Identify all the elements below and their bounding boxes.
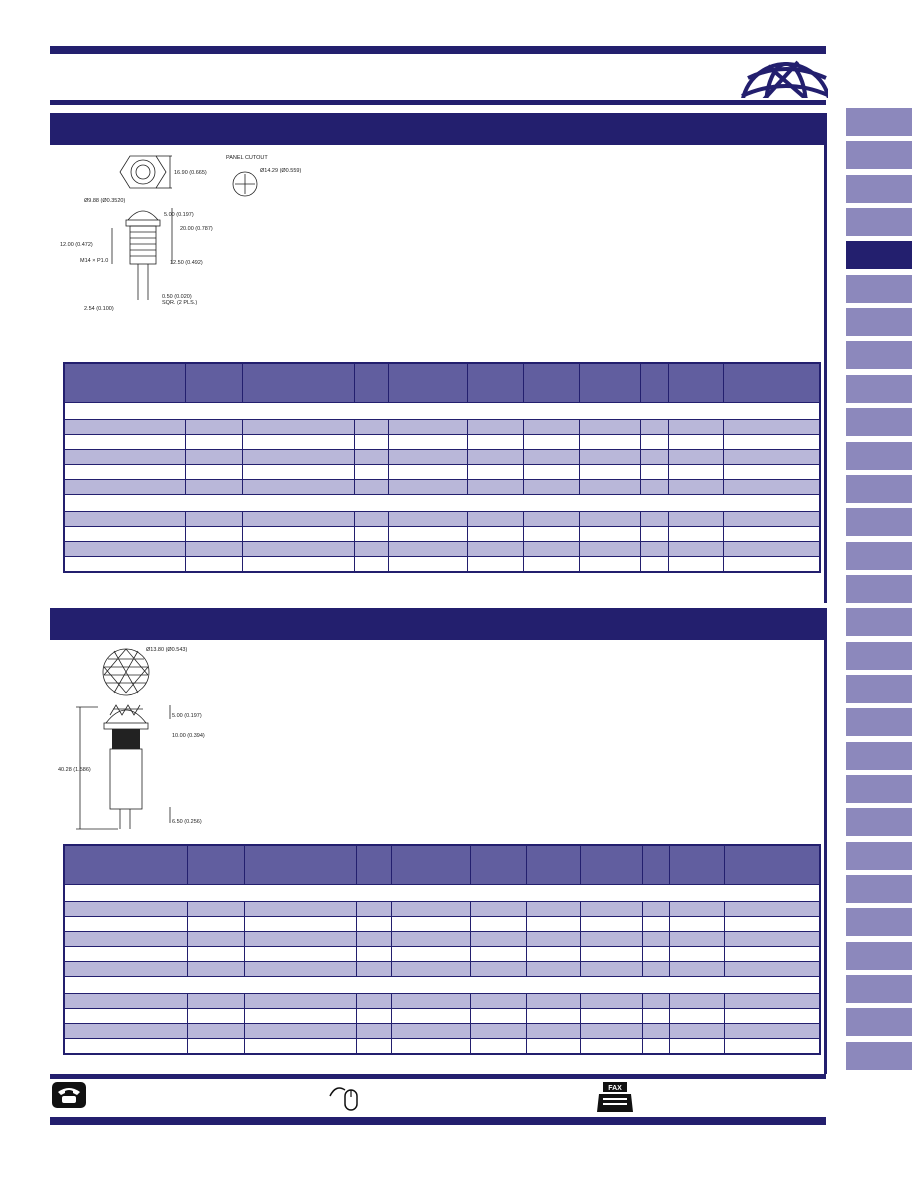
section1-title-band: [50, 113, 826, 145]
section2-table-cell: [642, 962, 669, 977]
side-tab-21[interactable]: [846, 775, 912, 803]
section2-table-cell: [391, 947, 470, 962]
side-tab-8[interactable]: [846, 341, 912, 369]
side-tab-17[interactable]: [846, 642, 912, 670]
section1-table-cell: [640, 480, 668, 495]
section2-table-cell: [669, 994, 724, 1009]
section2-table-cell: [470, 917, 526, 932]
section2-table-cell: [64, 994, 187, 1009]
section1-table-cell: [579, 435, 640, 450]
dim-body-len: 12.00 (0.472): [60, 242, 93, 248]
section2-table-cell: [526, 917, 580, 932]
section2-table-cell: [724, 902, 820, 917]
section2-table-row: [64, 977, 820, 994]
dim-overall: 20.00 (0.787): [180, 226, 213, 232]
section2-table-cell: [642, 994, 669, 1009]
section1-table-cell: [640, 450, 668, 465]
section1-table-cell: [579, 542, 640, 557]
section1-table-cell: [242, 480, 354, 495]
footer-bottom-rule: [50, 1117, 826, 1125]
section1-table-header: [64, 363, 820, 403]
section1-table-cell: [354, 542, 388, 557]
section2-drawing: [58, 645, 238, 835]
section2-table-row: [64, 947, 820, 962]
section2-table-cell: [356, 994, 391, 1009]
section1-table-row: [64, 527, 820, 542]
side-tab-28[interactable]: [846, 1008, 912, 1036]
section1-table-group-cell: [64, 403, 820, 420]
section2-table-cell: [526, 994, 580, 1009]
side-tab-5[interactable]: [846, 241, 912, 269]
section2-table-cell: [64, 1039, 187, 1055]
section2-table-group-cell: [64, 885, 820, 902]
section2-table-cell: [724, 1009, 820, 1024]
dim-thread: M14 × P1.0: [80, 258, 109, 264]
section2-table-cell: [642, 932, 669, 947]
section2-table-cell: [64, 1009, 187, 1024]
section2-table-cell: [580, 902, 642, 917]
section1-table-cell: [523, 512, 579, 527]
section1-table-cell: [579, 480, 640, 495]
section1-table-cell: [185, 557, 242, 573]
section1-table-cell: [64, 435, 185, 450]
section1-table-cell: [467, 542, 523, 557]
fax-icon: [597, 1082, 633, 1112]
section1-table-cell: [64, 465, 185, 480]
section1-table-cell: [723, 557, 820, 573]
section1-table-cell: [64, 420, 185, 435]
side-tab-7[interactable]: [846, 308, 912, 336]
section2-table-cell: [669, 962, 724, 977]
section2-table-cell: [391, 902, 470, 917]
dim-cutout-dia: Ø14.29 (Ø0.559): [260, 168, 302, 174]
section2-table-cell: [244, 902, 356, 917]
section2-table-cell: [356, 917, 391, 932]
section2-table-cell: [244, 994, 356, 1009]
section2-table-cell: [642, 1039, 669, 1055]
section2-table-cell: [391, 932, 470, 947]
section2-table-cell: [64, 932, 187, 947]
section1-table-cell: [523, 435, 579, 450]
section1-table-cell: [354, 480, 388, 495]
section2-table-cell: [724, 932, 820, 947]
dim-pitch: 2.54 (0.100): [84, 306, 114, 312]
section1-table-cell: [723, 435, 820, 450]
section2-table-cell: [187, 947, 244, 962]
section1-table-cell: [523, 542, 579, 557]
section2-table-cell: [244, 962, 356, 977]
section2-table-cell: [580, 917, 642, 932]
section2-table-cell: [580, 1024, 642, 1039]
section1-table-row: [64, 495, 820, 512]
section1-table-cell: [185, 542, 242, 557]
section1-table-cell: [185, 420, 242, 435]
section1-table-cell: [640, 527, 668, 542]
dim-lead-dia: 0.50 (0.020): [162, 294, 192, 300]
section2-table-cell: [580, 1039, 642, 1055]
dim-lead-len: 12.50 (0.492): [170, 260, 203, 266]
section1-table-cell: [467, 450, 523, 465]
section1-table-cell: [579, 512, 640, 527]
section1-table-cell: [242, 435, 354, 450]
section2-table-cell: [391, 994, 470, 1009]
section2-table-cell: [64, 947, 187, 962]
side-tab-16[interactable]: [846, 608, 912, 636]
section2-right-border: [824, 608, 827, 1074]
section2-table-cell: [669, 932, 724, 947]
section1-table-cell: [640, 420, 668, 435]
section2-table-cell: [669, 1039, 724, 1055]
side-tab-18[interactable]: [846, 675, 912, 703]
section2-table-cell: [580, 994, 642, 1009]
section1-table-cell: [668, 420, 723, 435]
dim-thread-len: 10.00 (0.394): [172, 733, 205, 739]
section2-table-row: [64, 932, 820, 947]
section1-table-cell: [579, 557, 640, 573]
side-tab-25[interactable]: [846, 908, 912, 936]
section2-table-row: [64, 885, 820, 902]
side-tab-26[interactable]: [846, 942, 912, 970]
side-tab-22[interactable]: [846, 808, 912, 836]
section1-table: [63, 362, 821, 573]
section2-table-cell: [244, 1039, 356, 1055]
section1-table-cell: [723, 465, 820, 480]
section2-table-cell: [187, 917, 244, 932]
side-tab-27[interactable]: [846, 975, 912, 1003]
section1-table-cell: [354, 512, 388, 527]
section1-table-cell: [723, 542, 820, 557]
section2-table-cell: [724, 994, 820, 1009]
side-tab-3[interactable]: [846, 175, 912, 203]
section2-table-cell: [391, 1039, 470, 1055]
section2-table-cell: [669, 917, 724, 932]
section2-table-cell: [724, 947, 820, 962]
section1-table-cell: [668, 527, 723, 542]
dim-lead-note: SQR. (2 PLS.): [162, 300, 198, 306]
section1-table-cell: [185, 450, 242, 465]
section1-table-cell: [579, 465, 640, 480]
section1-table-cell: [354, 557, 388, 573]
section2-table-cell: [669, 947, 724, 962]
section2-table-row: [64, 917, 820, 932]
section2-table-row: [64, 1009, 820, 1024]
section1-table-cell: [467, 480, 523, 495]
side-tab-19[interactable]: [846, 708, 912, 736]
section2-table-cell: [391, 962, 470, 977]
section1-table-cell: [640, 512, 668, 527]
section1-table-cell: [523, 480, 579, 495]
section2-table-cell: [470, 902, 526, 917]
section2-table-cell: [724, 962, 820, 977]
section2-table-cell: [64, 962, 187, 977]
section1-table-cell: [467, 527, 523, 542]
section1-table-row: [64, 557, 820, 573]
section2-table-cell: [470, 1039, 526, 1055]
section1-table-cell: [388, 480, 467, 495]
section1-table-cell: [64, 542, 185, 557]
dim-hex: 16.90 (0.665): [174, 170, 207, 176]
section2-table-cell: [580, 962, 642, 977]
section1-table-cell: [242, 465, 354, 480]
section1-table-cell: [640, 435, 668, 450]
section1-table-cell: [467, 512, 523, 527]
section2-table-cell: [64, 1024, 187, 1039]
dim-panel-cutout: PANEL CUTOUT: [226, 155, 268, 161]
section1-table-cell: [723, 527, 820, 542]
section2-table-row: [64, 902, 820, 917]
section2-table-cell: [244, 917, 356, 932]
section1-table-cell: [723, 450, 820, 465]
section2-table-cell: [526, 902, 580, 917]
dim-dome-height: 5.00 (0.197): [164, 212, 194, 218]
header-bottom-rule: [50, 100, 826, 105]
section1-table-cell: [242, 542, 354, 557]
section2-table-cell: [64, 902, 187, 917]
side-tab-13[interactable]: [846, 508, 912, 536]
section2-table-cell: [642, 902, 669, 917]
section1-table-cell: [64, 557, 185, 573]
section2-table-cell: [244, 1024, 356, 1039]
section1-table-cell: [388, 450, 467, 465]
section2-table-row: [64, 1039, 820, 1055]
section1-table-cell: [388, 512, 467, 527]
section1-table-cell: [242, 527, 354, 542]
section2-table-cell: [580, 932, 642, 947]
section1-drawing: [60, 150, 320, 315]
section2-table-cell: [470, 994, 526, 1009]
section1-table-cell: [467, 435, 523, 450]
section2-table-cell: [470, 947, 526, 962]
section1-table-cell: [668, 480, 723, 495]
section2-table-cell: [470, 932, 526, 947]
section2-table-header: [64, 845, 820, 885]
side-tab-24[interactable]: [846, 875, 912, 903]
section1-table-cell: [640, 542, 668, 557]
section1-right-border: [824, 113, 827, 603]
side-tab-29[interactable]: [846, 1042, 912, 1070]
section2-table-cell: [187, 1024, 244, 1039]
section2-table-cell: [356, 962, 391, 977]
side-tab-14[interactable]: [846, 542, 912, 570]
section2-table-cell: [64, 917, 187, 932]
section2-table-row: [64, 994, 820, 1009]
section1-table-cell: [523, 420, 579, 435]
section1-table-cell: [354, 435, 388, 450]
section2-table-cell: [526, 947, 580, 962]
section2-table-cell: [356, 1009, 391, 1024]
section2-table-cell: [724, 1024, 820, 1039]
section2-table-cell: [356, 1039, 391, 1055]
footer-top-rule: [50, 1074, 826, 1079]
side-tab-20[interactable]: [846, 742, 912, 770]
section2-table-cell: [724, 1039, 820, 1055]
section1-table-cell: [579, 450, 640, 465]
section1-table-cell: [579, 420, 640, 435]
section2-table-cell: [356, 1024, 391, 1039]
globe-logo: [738, 56, 828, 98]
section1-table-cell: [723, 420, 820, 435]
side-tab-23[interactable]: [846, 842, 912, 870]
section1-table-cell: [388, 527, 467, 542]
dim-lens-dia: Ø13.80 (Ø0.543): [146, 647, 188, 653]
section1-table-cell: [668, 557, 723, 573]
section1-table-cell: [242, 420, 354, 435]
section1-table-cell: [668, 512, 723, 527]
mouse-icon: [328, 1082, 362, 1112]
section1-table-row: [64, 512, 820, 527]
section2-table-cell: [470, 962, 526, 977]
section2-table-cell: [580, 947, 642, 962]
section1-table-cell: [388, 542, 467, 557]
section1-table-cell: [523, 527, 579, 542]
dim-lead-len-2: 6.50 (0.256): [172, 819, 202, 825]
section2-table-cell: [669, 1024, 724, 1039]
section1-table-group-cell: [64, 495, 820, 512]
header-top-rule: [50, 46, 826, 54]
section1-table-cell: [388, 435, 467, 450]
section1-table-row: [64, 403, 820, 420]
section2-table-cell: [356, 947, 391, 962]
section1-table-row: [64, 465, 820, 480]
dim-dome-height-2: 5.00 (0.197): [172, 713, 202, 719]
side-tab-10[interactable]: [846, 408, 912, 436]
section1-table-cell: [467, 420, 523, 435]
section1-table-cell: [185, 480, 242, 495]
section2-table-cell: [187, 962, 244, 977]
section1-table-cell: [523, 450, 579, 465]
section1-table-cell: [523, 465, 579, 480]
section2-table-cell: [642, 1024, 669, 1039]
side-tab-1[interactable]: [846, 108, 912, 136]
section2-table-group-cell: [64, 977, 820, 994]
section1-table-cell: [668, 450, 723, 465]
fax-label: FAX: [608, 1085, 622, 1092]
section2-table-cell: [187, 1009, 244, 1024]
section2-table-row: [64, 962, 820, 977]
section2-table-cell: [642, 917, 669, 932]
section2-table-row: [64, 1024, 820, 1039]
section2-table-cell: [391, 1009, 470, 1024]
section2-table-cell: [187, 994, 244, 1009]
section2-table-cell: [187, 1039, 244, 1055]
section1-table-cell: [242, 557, 354, 573]
side-tab-6[interactable]: [846, 275, 912, 303]
side-tab-15[interactable]: [846, 575, 912, 603]
section1-table-cell: [354, 420, 388, 435]
section1-table-cell: [354, 465, 388, 480]
section1-table-cell: [388, 465, 467, 480]
section1-table-cell: [354, 527, 388, 542]
section1-table-cell: [185, 465, 242, 480]
phone-icon: [52, 1082, 86, 1108]
section1-table-row: [64, 480, 820, 495]
section1-table-row: [64, 420, 820, 435]
section2-table-cell: [642, 1009, 669, 1024]
side-tab-2[interactable]: [846, 141, 912, 169]
section1-table-cell: [185, 527, 242, 542]
section2-table: [63, 844, 821, 1055]
side-tab-9[interactable]: [846, 375, 912, 403]
section1-table-cell: [723, 512, 820, 527]
section2-table-cell: [724, 917, 820, 932]
section1-table-row: [64, 435, 820, 450]
section1-table-cell: [64, 450, 185, 465]
section2-table-cell: [244, 947, 356, 962]
side-tab-12[interactable]: [846, 475, 912, 503]
section1-table-cell: [388, 420, 467, 435]
section2-table-cell: [669, 902, 724, 917]
section1-table-cell: [523, 557, 579, 573]
section1-table-cell: [668, 542, 723, 557]
section2-table-cell: [187, 932, 244, 947]
section2-table-cell: [356, 932, 391, 947]
section2-table-cell: [391, 1024, 470, 1039]
section2-table-cell: [526, 1024, 580, 1039]
section2-table-cell: [356, 902, 391, 917]
section1-table-cell: [64, 527, 185, 542]
section1-table-cell: [242, 450, 354, 465]
section2-table-cell: [244, 1009, 356, 1024]
dim-outer-dia: Ø9.88 (Ø0.3520): [84, 198, 126, 204]
section1-table-row: [64, 542, 820, 557]
section1-table-cell: [354, 450, 388, 465]
section2-table-cell: [580, 1009, 642, 1024]
section1-table-cell: [668, 435, 723, 450]
section1-table-row: [64, 450, 820, 465]
section2-table-cell: [526, 1009, 580, 1024]
section1-table-cell: [467, 557, 523, 573]
section2-table-cell: [187, 902, 244, 917]
section1-table-cell: [64, 480, 185, 495]
section2-table-cell: [642, 947, 669, 962]
section1-table-cell: [640, 557, 668, 573]
section2-table-cell: [470, 1009, 526, 1024]
section1-table-cell: [242, 512, 354, 527]
section2-table-cell: [526, 1039, 580, 1055]
section1-table-cell: [467, 465, 523, 480]
section1-table-cell: [185, 512, 242, 527]
section1-table-cell: [668, 465, 723, 480]
section2-table-cell: [391, 917, 470, 932]
section2-table-cell: [526, 932, 580, 947]
section2-title-band: [50, 608, 826, 640]
side-tab-11[interactable]: [846, 442, 912, 470]
section2-table-cell: [470, 1024, 526, 1039]
dim-overall-2: 40.28 (1.586): [58, 767, 91, 773]
section1-table-cell: [640, 465, 668, 480]
section1-table-cell: [185, 435, 242, 450]
section1-table-cell: [64, 512, 185, 527]
section2-table-cell: [669, 1009, 724, 1024]
section1-table-cell: [579, 527, 640, 542]
section1-table-cell: [723, 480, 820, 495]
side-tab-4[interactable]: [846, 208, 912, 236]
section1-table-cell: [388, 557, 467, 573]
section2-table-cell: [244, 932, 356, 947]
section2-table-cell: [526, 962, 580, 977]
